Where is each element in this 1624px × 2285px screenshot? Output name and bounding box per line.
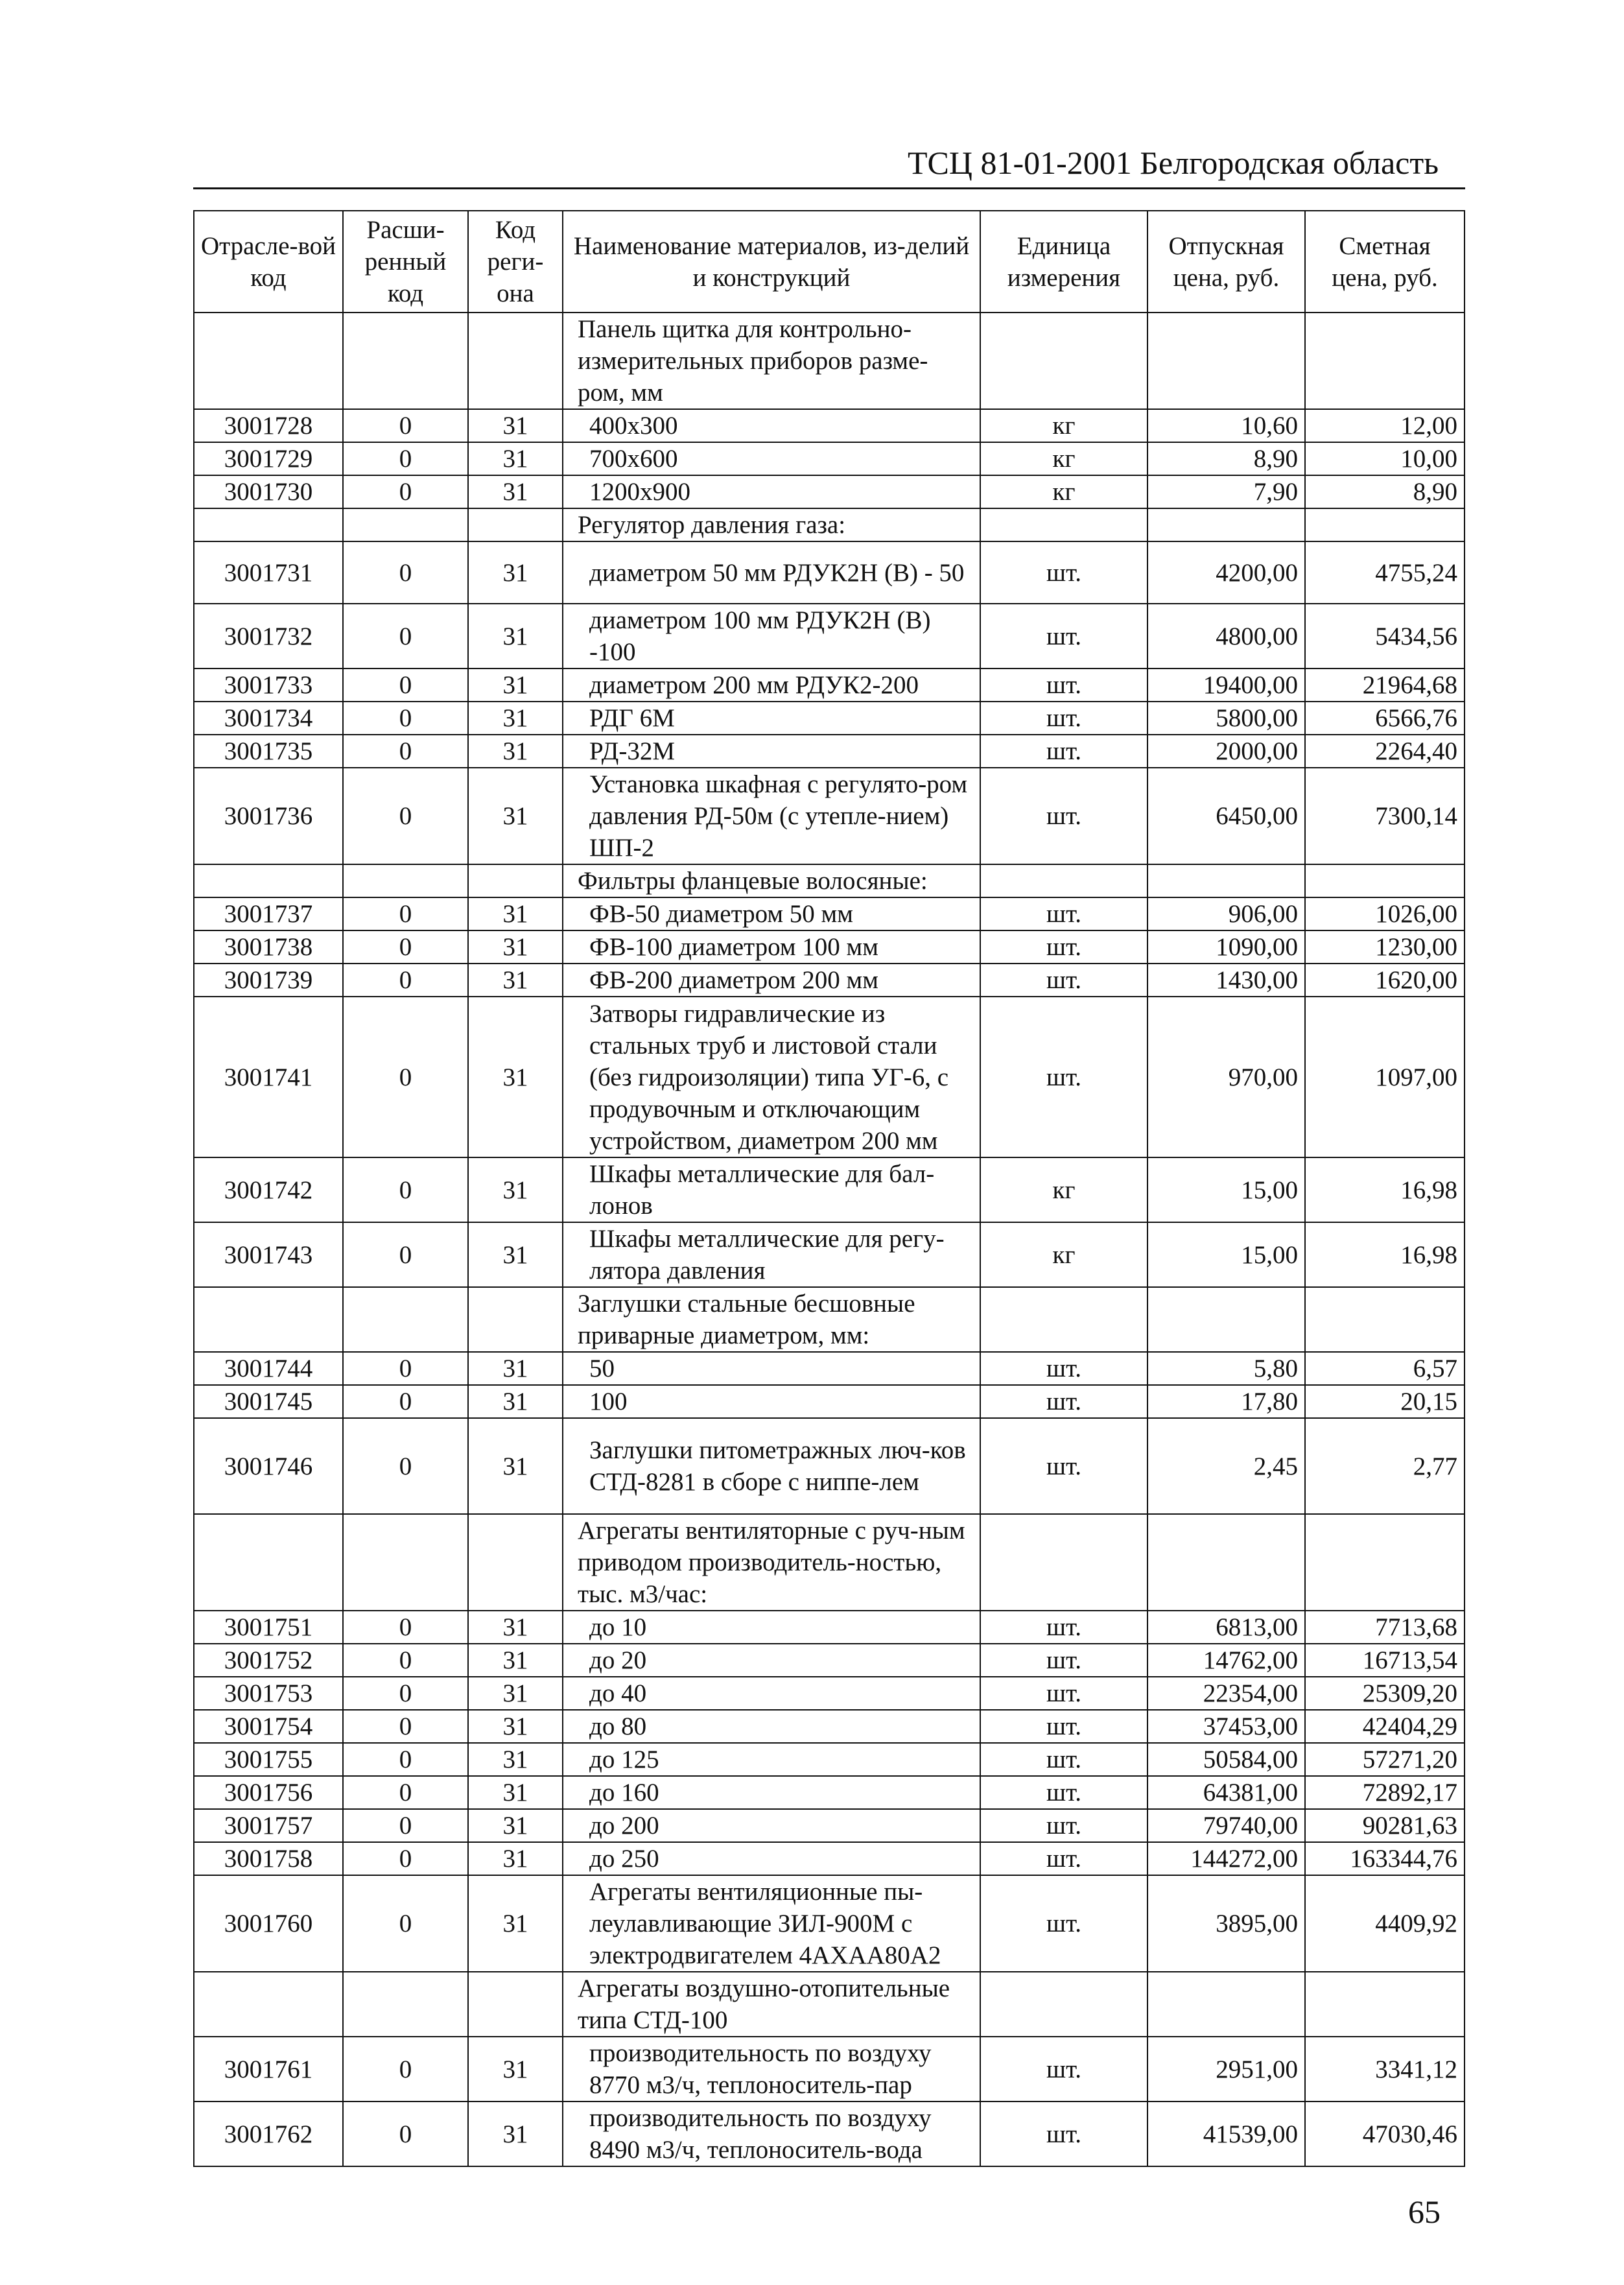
cell-release-price: 2000,00 [1147,735,1305,768]
cell-extended-code [343,313,468,409]
cell-industry-code: 3001761 [194,2037,343,2101]
cell-extended-code: 0 [343,1644,468,1677]
cell-industry-code: 3001731 [194,541,343,604]
cell-extended-code: 0 [343,1875,468,1972]
cell-region-code: 31 [468,1875,563,1972]
cell-release-price: 6813,00 [1147,1611,1305,1644]
cell-industry-code: 3001745 [194,1385,343,1418]
table-row [194,508,1465,541]
cell-material-name: Шкафы металлические для регу-лятора давления [563,1222,980,1287]
table-row [194,1287,1465,1352]
column-header-release-price: Отпускная цена, руб. [1147,211,1305,313]
cell-industry-code [194,864,343,897]
cell-extended-code: 0 [343,1611,468,1644]
cell-unit: шт. [980,1875,1147,1972]
cell-unit: шт. [980,1352,1147,1385]
cell-estimate-price: 1230,00 [1305,930,1465,964]
table-row [194,1385,1465,1418]
table-row [194,442,1465,475]
cell-unit: шт. [980,2101,1147,2166]
cell-material-name: до 200 [563,1809,980,1842]
cell-material-name: диаметром 50 мм РДУК2Н (В) - 50 [563,541,980,604]
cell-extended-code [343,1972,468,2037]
cell-release-price [1147,508,1305,541]
cell-estimate-price: 5434,56 [1305,604,1465,669]
table-row [194,604,1465,669]
cell-extended-code: 0 [343,409,468,442]
cell-industry-code: 3001751 [194,1611,343,1644]
cell-release-price: 15,00 [1147,1157,1305,1222]
cell-unit: шт. [980,897,1147,930]
header-rule [193,187,1465,189]
cell-region-code: 31 [468,702,563,735]
cell-unit: кг [980,442,1147,475]
table-row [194,1677,1465,1710]
cell-region-code: 31 [468,669,563,702]
cell-estimate-price: 163344,76 [1305,1842,1465,1875]
cell-material-name: производительность по воздуху 8770 м3/ч, теплоноситель-пар [563,2037,980,2101]
cell-industry-code: 3001737 [194,897,343,930]
cell-industry-code [194,1514,343,1611]
cell-estimate-price: 7300,14 [1305,768,1465,864]
cell-release-price: 144272,00 [1147,1842,1305,1875]
cell-release-price [1147,1972,1305,2037]
table-row [194,864,1465,897]
cell-unit: шт. [980,735,1147,768]
cell-estimate-price: 90281,63 [1305,1809,1465,1842]
cell-unit: кг [980,1222,1147,1287]
table-row [194,1157,1465,1222]
cell-material-name: до 80 [563,1710,980,1743]
cell-release-price: 4200,00 [1147,541,1305,604]
cell-release-price [1147,313,1305,409]
cell-unit: шт. [980,604,1147,669]
cell-extended-code: 0 [343,1385,468,1418]
cell-unit: кг [980,409,1147,442]
cell-region-code [468,864,563,897]
cell-extended-code: 0 [343,735,468,768]
cell-industry-code: 3001760 [194,1875,343,1972]
cell-release-price: 5,80 [1147,1352,1305,1385]
price-table [193,210,1465,2167]
cell-region-code: 31 [468,604,563,669]
cell-release-price: 17,80 [1147,1385,1305,1418]
cell-unit: шт. [980,669,1147,702]
table-row [194,1514,1465,1611]
cell-material-name: Панель щитка для контрольно-измерительных приборов разме-ром, мм [563,313,980,409]
cell-material-name: до 250 [563,1842,980,1875]
cell-release-price: 2951,00 [1147,2037,1305,2101]
table-row [194,997,1465,1157]
cell-region-code [468,1514,563,1611]
cell-estimate-price: 3341,12 [1305,2037,1465,2101]
cell-extended-code: 0 [343,1352,468,1385]
cell-extended-code: 0 [343,997,468,1157]
cell-material-name: Установка шкафная с регулято-ром давления РД-50м (с утепле-нием) ШП-2 [563,768,980,864]
cell-material-name: Заглушки стальные бесшовные приварные диаметром, мм: [563,1287,980,1352]
cell-estimate-price: 47030,46 [1305,2101,1465,2166]
cell-unit: шт. [980,1842,1147,1875]
cell-industry-code: 3001736 [194,768,343,864]
table-row [194,1644,1465,1677]
cell-release-price: 50584,00 [1147,1743,1305,1776]
table-row [194,1710,1465,1743]
cell-region-code [468,313,563,409]
cell-estimate-price [1305,1972,1465,2037]
cell-extended-code: 0 [343,1677,468,1710]
cell-material-name: 100 [563,1385,980,1418]
cell-estimate-price: 12,00 [1305,409,1465,442]
cell-region-code: 31 [468,964,563,997]
document-header: ТСЦ 81-01-2001 Белгородская область [908,145,1439,181]
cell-material-name: ФВ-200 диаметром 200 мм [563,964,980,997]
table-row [194,2037,1465,2101]
page-number: 65 [1408,2194,1441,2230]
cell-industry-code: 3001734 [194,702,343,735]
cell-estimate-price: 4755,24 [1305,541,1465,604]
cell-material-name: ФВ-50 диаметром 50 мм [563,897,980,930]
cell-industry-code: 3001729 [194,442,343,475]
cell-unit: шт. [980,930,1147,964]
cell-industry-code: 3001756 [194,1776,343,1809]
table-body [194,313,1465,2166]
cell-extended-code: 0 [343,1842,468,1875]
cell-material-name: 700x600 [563,442,980,475]
cell-extended-code: 0 [343,2037,468,2101]
table-row [194,475,1465,508]
cell-region-code: 31 [468,1677,563,1710]
cell-estimate-price: 25309,20 [1305,1677,1465,1710]
table-row [194,409,1465,442]
cell-industry-code: 3001755 [194,1743,343,1776]
cell-material-name: до 10 [563,1611,980,1644]
cell-region-code: 31 [468,442,563,475]
table-row [194,964,1465,997]
cell-unit: шт. [980,1418,1147,1514]
cell-release-price: 22354,00 [1147,1677,1305,1710]
cell-release-price: 3895,00 [1147,1875,1305,1972]
cell-material-name: 1200x900 [563,475,980,508]
cell-material-name: диаметром 100 мм РДУК2Н (В) -100 [563,604,980,669]
cell-release-price: 19400,00 [1147,669,1305,702]
column-header-unit: Единица измерения [980,211,1147,313]
table-row [194,930,1465,964]
cell-material-name: Шкафы металлические для бал-лонов [563,1157,980,1222]
cell-unit: шт. [980,1644,1147,1677]
cell-extended-code: 0 [343,1710,468,1743]
cell-estimate-price: 4409,92 [1305,1875,1465,1972]
cell-material-name: ФВ-100 диаметром 100 мм [563,930,980,964]
cell-release-price [1147,864,1305,897]
cell-industry-code: 3001743 [194,1222,343,1287]
table-row [194,768,1465,864]
cell-estimate-price [1305,508,1465,541]
cell-estimate-price: 16,98 [1305,1222,1465,1287]
cell-material-name: Затворы гидравлические из стальных труб и листовой стали (без гидроизоляции) типа УГ-6, с продувочным и отключающим устройством, диаметром 200 мм [563,997,980,1157]
cell-estimate-price: 72892,17 [1305,1776,1465,1809]
cell-estimate-price: 2,77 [1305,1418,1465,1514]
cell-estimate-price: 21964,68 [1305,669,1465,702]
cell-material-name: Регулятор давления газа: [563,508,980,541]
cell-industry-code [194,1972,343,2037]
cell-material-name: диаметром 200 мм РДУК2-200 [563,669,980,702]
cell-release-price: 79740,00 [1147,1809,1305,1842]
cell-region-code: 31 [468,997,563,1157]
cell-extended-code: 0 [343,2101,468,2166]
cell-region-code: 31 [468,2037,563,2101]
cell-material-name: до 40 [563,1677,980,1710]
cell-material-name: РД-32М [563,735,980,768]
cell-release-price: 15,00 [1147,1222,1305,1287]
cell-region-code [468,1287,563,1352]
cell-region-code: 31 [468,1385,563,1418]
cell-industry-code: 3001738 [194,930,343,964]
cell-unit: шт. [980,1677,1147,1710]
table-row [194,702,1465,735]
cell-material-name: Агрегаты воздушно-отопительные типа СТД-100 [563,1972,980,2037]
cell-estimate-price: 10,00 [1305,442,1465,475]
table-row [194,1222,1465,1287]
cell-industry-code [194,508,343,541]
cell-extended-code: 0 [343,1157,468,1222]
cell-region-code: 31 [468,1157,563,1222]
cell-region-code: 31 [468,1776,563,1809]
cell-estimate-price: 20,15 [1305,1385,1465,1418]
cell-unit [980,1287,1147,1352]
cell-region-code: 31 [468,475,563,508]
table-row [194,1418,1465,1514]
cell-material-name: до 160 [563,1776,980,1809]
table-row [194,1972,1465,2037]
cell-region-code: 31 [468,2101,563,2166]
cell-release-price: 906,00 [1147,897,1305,930]
table-row [194,1842,1465,1875]
cell-extended-code: 0 [343,1743,468,1776]
table-row [194,313,1465,409]
cell-estimate-price: 57271,20 [1305,1743,1465,1776]
table-row [194,1776,1465,1809]
cell-material-name: 50 [563,1352,980,1385]
cell-unit [980,1514,1147,1611]
cell-extended-code: 0 [343,475,468,508]
cell-unit: шт. [980,541,1147,604]
cell-estimate-price: 16713,54 [1305,1644,1465,1677]
cell-extended-code: 0 [343,768,468,864]
cell-extended-code: 0 [343,1809,468,1842]
cell-region-code: 31 [468,930,563,964]
cell-unit: шт. [980,1809,1147,1842]
cell-extended-code: 0 [343,669,468,702]
cell-unit: шт. [980,1611,1147,1644]
table-row [194,1352,1465,1385]
cell-extended-code: 0 [343,897,468,930]
cell-release-price: 970,00 [1147,997,1305,1157]
cell-extended-code: 0 [343,702,468,735]
column-header-estimate-price: Сметная цена, руб. [1305,211,1465,313]
table-row [194,541,1465,604]
cell-unit: шт. [980,1710,1147,1743]
cell-release-price: 4800,00 [1147,604,1305,669]
cell-unit [980,1972,1147,2037]
cell-release-price: 64381,00 [1147,1776,1305,1809]
cell-industry-code: 3001730 [194,475,343,508]
cell-estimate-price: 1620,00 [1305,964,1465,997]
cell-estimate-price: 7713,68 [1305,1611,1465,1644]
cell-industry-code: 3001758 [194,1842,343,1875]
cell-extended-code: 0 [343,964,468,997]
cell-region-code: 31 [468,1743,563,1776]
cell-release-price: 41539,00 [1147,2101,1305,2166]
table-row [194,735,1465,768]
cell-release-price: 1430,00 [1147,964,1305,997]
cell-industry-code: 3001733 [194,669,343,702]
cell-unit: шт. [980,2037,1147,2101]
cell-extended-code: 0 [343,1222,468,1287]
cell-extended-code [343,508,468,541]
table-row [194,1809,1465,1842]
cell-region-code: 31 [468,1842,563,1875]
column-header-name: Наименование материалов, из-делий и конструкций [563,211,980,313]
cell-material-name: 400x300 [563,409,980,442]
cell-estimate-price: 1026,00 [1305,897,1465,930]
cell-estimate-price [1305,313,1465,409]
table-row [194,1743,1465,1776]
cell-industry-code: 3001728 [194,409,343,442]
cell-extended-code: 0 [343,1776,468,1809]
cell-estimate-price [1305,864,1465,897]
cell-industry-code: 3001735 [194,735,343,768]
cell-release-price: 8,90 [1147,442,1305,475]
cell-extended-code: 0 [343,1418,468,1514]
cell-estimate-price [1305,1514,1465,1611]
cell-unit [980,508,1147,541]
cell-industry-code: 3001757 [194,1809,343,1842]
cell-estimate-price: 16,98 [1305,1157,1465,1222]
cell-material-name: Заглушки питометражных люч-ков СТД-8281 в сборе с ниппе-лем [563,1418,980,1514]
cell-region-code: 31 [468,1222,563,1287]
cell-material-name: Агрегаты вентиляторные с руч-ным приводом производитель-ностью, тыс. м3/час: [563,1514,980,1611]
cell-unit: шт. [980,1776,1147,1809]
cell-release-price: 2,45 [1147,1418,1305,1514]
cell-unit [980,864,1147,897]
cell-region-code [468,508,563,541]
cell-material-name: Агрегаты вентиляционные пы-леулавливающие ЗИЛ-900М с электродвигателем 4АХАА80А2 [563,1875,980,1972]
cell-region-code: 31 [468,1710,563,1743]
cell-estimate-price: 6566,76 [1305,702,1465,735]
cell-industry-code: 3001762 [194,2101,343,2166]
cell-estimate-price: 42404,29 [1305,1710,1465,1743]
cell-release-price: 1090,00 [1147,930,1305,964]
cell-unit: шт. [980,702,1147,735]
cell-region-code: 31 [468,735,563,768]
cell-region-code: 31 [468,1644,563,1677]
cell-region-code: 31 [468,541,563,604]
column-header-region-code: Код реги-она [468,211,563,313]
cell-material-name: до 20 [563,1644,980,1677]
cell-release-price: 5800,00 [1147,702,1305,735]
column-header-code: Отрасле-вой код [194,211,343,313]
cell-unit: шт. [980,1743,1147,1776]
cell-material-name: производительность по воздуху 8490 м3/ч, теплоноситель-вода [563,2101,980,2166]
cell-region-code: 31 [468,768,563,864]
cell-region-code: 31 [468,1809,563,1842]
cell-material-name: РДГ 6М [563,702,980,735]
cell-industry-code [194,313,343,409]
cell-region-code: 31 [468,1611,563,1644]
cell-release-price: 6450,00 [1147,768,1305,864]
cell-estimate-price: 8,90 [1305,475,1465,508]
cell-estimate-price: 2264,40 [1305,735,1465,768]
cell-estimate-price: 1097,00 [1305,997,1465,1157]
table-header [194,211,1465,313]
cell-unit: кг [980,1157,1147,1222]
cell-region-code: 31 [468,409,563,442]
cell-unit: кг [980,475,1147,508]
cell-release-price: 37453,00 [1147,1710,1305,1743]
column-header-extended-code: Расши-ренный код [343,211,468,313]
cell-industry-code: 3001754 [194,1710,343,1743]
cell-unit: шт. [980,768,1147,864]
cell-release-price: 14762,00 [1147,1644,1305,1677]
cell-extended-code [343,1514,468,1611]
cell-industry-code [194,1287,343,1352]
cell-unit: шт. [980,964,1147,997]
cell-estimate-price [1305,1287,1465,1352]
cell-estimate-price: 6,57 [1305,1352,1465,1385]
cell-industry-code: 3001742 [194,1157,343,1222]
table-row [194,2101,1465,2166]
cell-industry-code: 3001746 [194,1418,343,1514]
cell-region-code: 31 [468,1418,563,1514]
cell-extended-code: 0 [343,930,468,964]
cell-release-price: 7,90 [1147,475,1305,508]
cell-industry-code: 3001732 [194,604,343,669]
cell-extended-code: 0 [343,604,468,669]
cell-release-price [1147,1514,1305,1611]
cell-industry-code: 3001741 [194,997,343,1157]
cell-unit: шт. [980,1385,1147,1418]
cell-industry-code: 3001752 [194,1644,343,1677]
cell-extended-code: 0 [343,442,468,475]
cell-region-code: 31 [468,1352,563,1385]
table-row [194,1611,1465,1644]
cell-extended-code [343,864,468,897]
cell-release-price: 10,60 [1147,409,1305,442]
cell-region-code [468,1972,563,2037]
table-row [194,1875,1465,1972]
table-row [194,897,1465,930]
cell-extended-code [343,1287,468,1352]
cell-unit [980,313,1147,409]
cell-industry-code: 3001753 [194,1677,343,1710]
cell-unit: шт. [980,997,1147,1157]
cell-region-code: 31 [468,897,563,930]
cell-industry-code: 3001744 [194,1352,343,1385]
cell-industry-code: 3001739 [194,964,343,997]
cell-material-name: до 125 [563,1743,980,1776]
cell-material-name: Фильтры фланцевые волосяные: [563,864,980,897]
table-row [194,669,1465,702]
cell-extended-code: 0 [343,541,468,604]
cell-release-price [1147,1287,1305,1352]
